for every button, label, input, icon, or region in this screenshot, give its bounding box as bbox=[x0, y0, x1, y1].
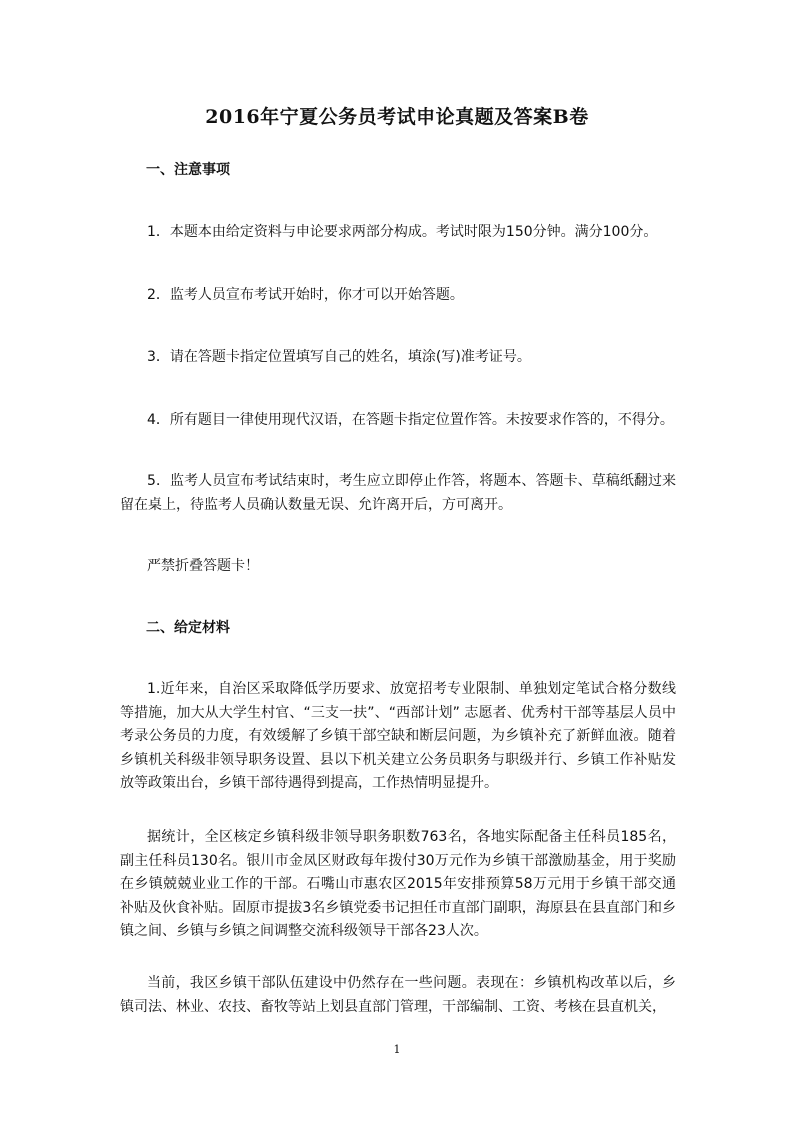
notice-item-4: 4．所有题目一律使用现代汉语，在答题卡指定位置作答。未按要求作答的，不得分。 bbox=[147, 412, 674, 428]
notice-item-2: 2．监考人员宣布考试开始时，你才可以开始答题。 bbox=[147, 287, 464, 303]
notice-item-3: 3．请在答题卡指定位置填写自己的姓名，填涂(写)准考证号。 bbox=[147, 349, 531, 365]
warning-text: 严禁折叠答题卡！ bbox=[147, 558, 259, 574]
notice-item-1: 1．本题本由给定资料与申论要求两部分构成。考试时限为150分钟。满分100分。 bbox=[147, 224, 658, 240]
material-paragraph: 1.近年来，自治区采取降低学历要求、放宽招考专业限制、单独划定笔试合格分数线等措施，加大从大学生村官、“三支一扶”、“西部计划” 志愿者、优秀村干部等基层人员中考录公务员的力度，有效缓解了乡镇干部空缺和断层问题，为乡镇补充了新鲜血液。随着乡镇机关科级非领导职务设置、县以下机关建立公务员职务与职级并行、乡镇工作补贴发放等政策出台，乡镇干部待遇得到提高，工作热情明显提升。 bbox=[120, 681, 676, 791]
page-number: 1 bbox=[393, 1043, 401, 1056]
material-paragraph: 据统计，全区核定乡镇科级非领导职务职数763名，各地实际配备主任科员185名，副主任科员130名。银川市金凤区财政每年拨付30万元作为乡镇干部激励基金，用于奖励在乡镇兢兢业业工作的干部。石嘴山市惠农区2015年安排预算58万元用于乡镇干部交通补贴及伙食补贴。固原市提拔3名乡镇党委书记担任市直部门副职，海原县在县直部门和乡镇之间、乡镇与乡镇之间调整交流科级领导干部各23人次。 bbox=[120, 829, 676, 939]
notice-item-5: 5．监考人员宣布考试结束时，考生应立即停止作答，将题本、答题卡、草稿纸翻过来留在桌上，待监考人员确认数量无误、允许离开后，方可离开。 bbox=[120, 473, 676, 513]
section-heading-notes: 一、注意事项 bbox=[146, 162, 230, 178]
material-paragraph: 当前，我区乡镇干部队伍建设中仍然存在一些问题。表现在：乡镇机构改革以后，乡镇司法、林业、农技、畜牧等站上划县直部门管理，干部编制、工资、考核在县直机关， bbox=[120, 975, 676, 1015]
section-heading-materials: 二、给定材料 bbox=[146, 620, 230, 636]
document-title: 2016年宁夏公务员考试申论真题及答案B卷 bbox=[205, 106, 589, 128]
